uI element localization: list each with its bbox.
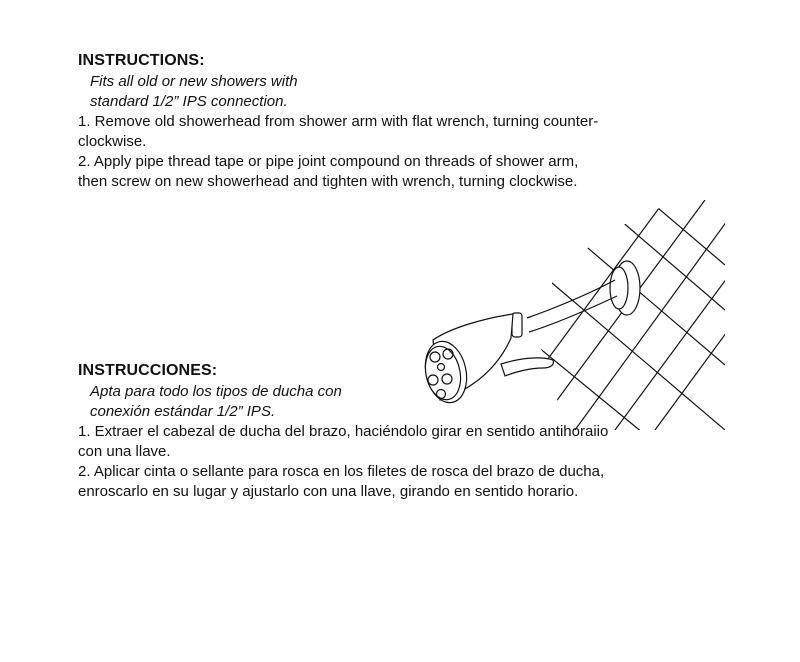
instructions-heading: INSTRUCTIONS: bbox=[78, 52, 205, 69]
shower-arm bbox=[527, 261, 640, 332]
step-2-line-1-es: 2. Aplicar cinta o sellante para rosca en los filetes de rosca del brazo de ducha, bbox=[78, 463, 605, 480]
instructions-english bbox=[78, 50, 718, 192]
step-1-line-1-es: 1. Extraer el cabezal de ducha del brazo, haciéndolo girar en sentido antihoraiio bbox=[78, 423, 609, 440]
intro-line-2-es: conexión estándar 1/2” IPS. bbox=[90, 403, 276, 420]
intro-line-1: Fits all old or new showers with bbox=[90, 73, 298, 90]
step-1-line-2: clockwise. bbox=[78, 133, 147, 150]
step-2-line-1: 2. Apply pipe thread tape or pipe joint compound on threads of shower arm, bbox=[78, 153, 579, 170]
step-1-line-2-es: con una llave. bbox=[78, 443, 171, 460]
step-2-line-2: then screw on new showerhead and tighten with wrench, turning clockwise. bbox=[78, 173, 578, 190]
step-2-line-2-es: enroscarlo en su lugar y ajustarlo con una llave, girando en sentido horario. bbox=[78, 483, 579, 500]
instructions-spanish bbox=[78, 360, 718, 502]
step-1-line-1: 1. Remove old showerhead from shower arm with flat wrench, turning counter- bbox=[78, 113, 599, 130]
intro-line-1-es: Apta para todo los tipos de ducha con bbox=[90, 383, 342, 400]
instrucciones-heading: INSTRUCCIONES: bbox=[78, 362, 218, 379]
intro-line-2: standard 1/2” IPS connection. bbox=[90, 93, 288, 110]
